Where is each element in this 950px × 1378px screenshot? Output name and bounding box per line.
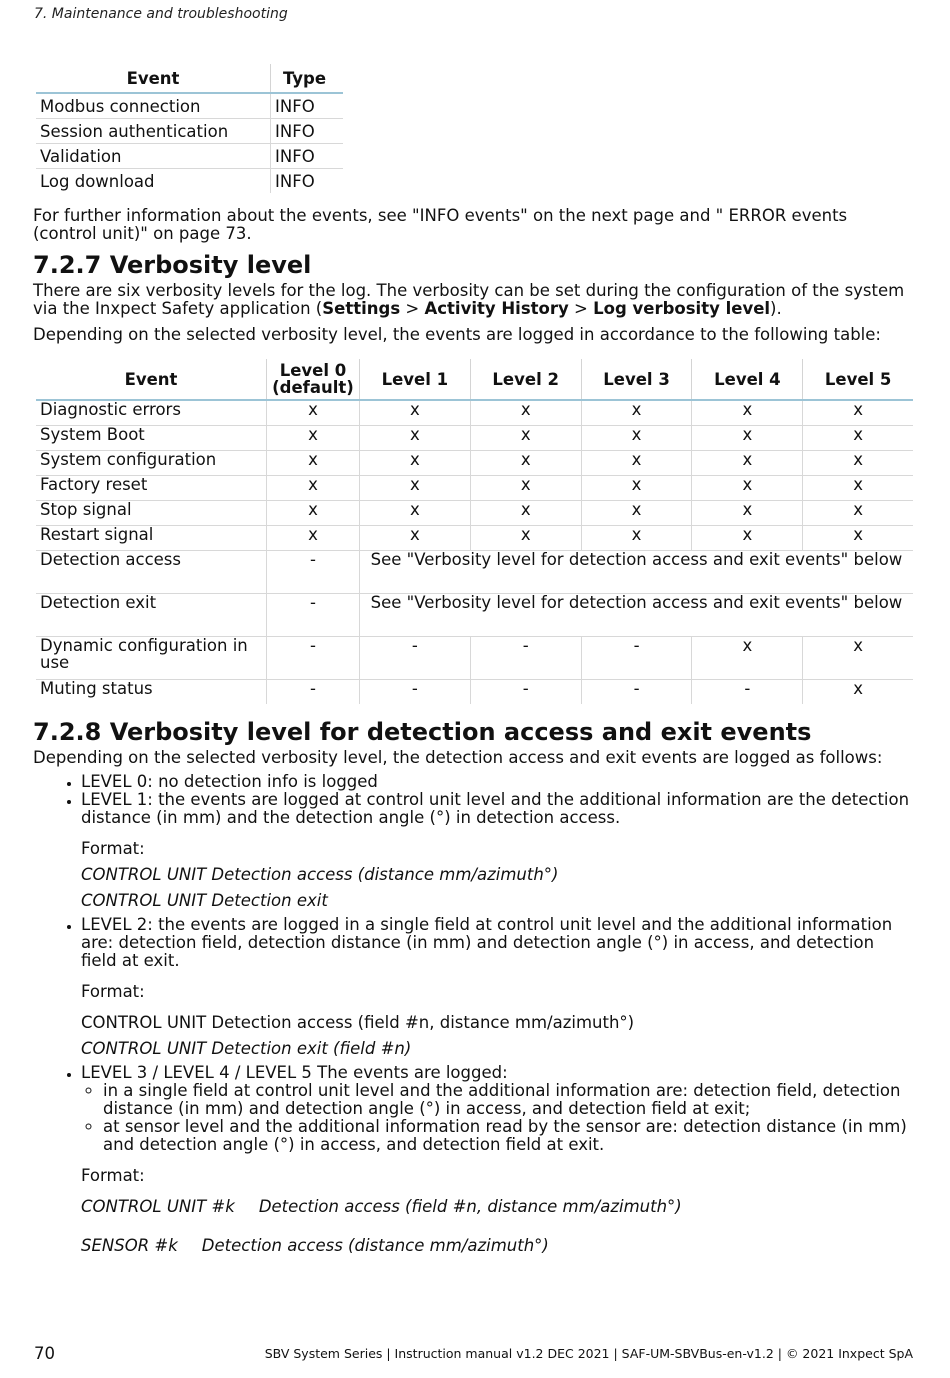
list-item-level-3-5 xyxy=(81,1064,913,1154)
level-cell: x xyxy=(470,451,581,476)
list-item-level-0: • LEVEL 0: no detection info is logged xyxy=(81,773,913,791)
footer-text: SBV System Series | Instruction manual v1.2 DEC 2021 | SAF-UM-SBVBus-en-v1.2 | © 2021 Inxpect SpA xyxy=(264,1346,913,1361)
section-728-intro: Depending on the selected verbosity level, the detection access and exit events are logged as follows: xyxy=(33,748,883,767)
page-number: 70 xyxy=(34,1344,55,1363)
table-row xyxy=(36,119,343,144)
control-unit-format: Detection access (field #n, distance mm/azimuth°) xyxy=(258,1197,682,1216)
level-cell: x xyxy=(692,501,803,526)
column-header-type: Type xyxy=(271,64,344,93)
intro-end: ). xyxy=(770,299,782,318)
event-cell: Modbus connection xyxy=(36,93,271,119)
level-cell: - xyxy=(267,594,360,637)
level-cell: x xyxy=(692,526,803,551)
table-row xyxy=(36,400,913,426)
event-cell: System Boot xyxy=(36,426,267,451)
event-cell: Dynamic configuration in use xyxy=(36,637,267,680)
format-label: Format: xyxy=(81,1166,145,1185)
column-header-event: Event xyxy=(36,359,267,400)
level-cell: x xyxy=(803,426,913,451)
type-cell: INFO xyxy=(271,144,344,169)
format-line xyxy=(81,1198,913,1216)
level-cell: x xyxy=(581,400,692,426)
level-cell: x xyxy=(803,680,913,705)
type-cell: INFO xyxy=(271,169,344,194)
level-cell: x xyxy=(359,400,470,426)
path-separator: > xyxy=(568,299,594,318)
path-settings: Settings xyxy=(322,299,401,318)
level-cell: - xyxy=(470,637,581,680)
level-cell: x xyxy=(359,426,470,451)
level-cell: x xyxy=(267,526,360,551)
level-cell: x xyxy=(692,637,803,680)
column-header-level-5: Level 5 xyxy=(803,359,913,400)
level-cell: x xyxy=(470,400,581,426)
level-cell: - xyxy=(692,680,803,705)
format-label: Format: xyxy=(81,839,145,858)
sub-list xyxy=(81,1082,913,1154)
format-line xyxy=(81,1237,913,1255)
level-cell: - xyxy=(267,637,360,680)
sub-list-item: ◦ at sensor level and the additional information read by the sensor are: detection distance (in mm) and detection angle (°) in access, and detection field at exit. xyxy=(103,1118,913,1154)
level-cell: x xyxy=(692,426,803,451)
table-row xyxy=(36,451,913,476)
level-cell: x xyxy=(267,476,360,501)
level-cell: - xyxy=(359,637,470,680)
list-item-level-1: • LEVEL 1: the events are logged at control unit level and the additional information are the detection distance (in mm) and the detection angle (°) in detection access. xyxy=(81,791,913,827)
level-cell: x xyxy=(267,426,360,451)
level-cell: x xyxy=(470,501,581,526)
level-cell: x xyxy=(581,501,692,526)
level-cell: x xyxy=(803,400,913,426)
level-1-format-block xyxy=(33,840,913,910)
level-cell: - xyxy=(581,637,692,680)
level-cell: x xyxy=(267,501,360,526)
verbosity-table xyxy=(36,359,913,704)
level-cell: - xyxy=(267,680,360,705)
verbosity-level-list xyxy=(33,916,913,970)
page-content xyxy=(33,64,913,1255)
level-cell: x xyxy=(267,451,360,476)
level-cell: - xyxy=(470,680,581,705)
event-cell: Factory reset xyxy=(36,476,267,501)
table-row xyxy=(36,476,913,501)
table-row xyxy=(36,526,913,551)
level-cell: x xyxy=(470,526,581,551)
level-cell: x xyxy=(267,400,360,426)
event-cell: Validation xyxy=(36,144,271,169)
column-header-level-0 xyxy=(267,359,360,400)
level-cell: x xyxy=(581,526,692,551)
level-cell: x xyxy=(470,426,581,451)
type-cell: INFO xyxy=(271,119,344,144)
section-heading-727: 7.2.7 Verbosity level xyxy=(33,251,312,279)
level-0-default-label: (default) xyxy=(272,378,354,397)
section-heading-728: 7.2.8 Verbosity level for detection access and exit events xyxy=(33,718,812,746)
level-0-label: Level 0 xyxy=(279,361,347,380)
table-row xyxy=(36,144,343,169)
sensor-label: SENSOR #k xyxy=(81,1236,178,1255)
list-item-level-2: • LEVEL 2: the events are logged in a single field at control unit level and the additional information are: detection field, detection distance (in mm) and detection angle (°) in access, and detection field at exit. xyxy=(81,916,913,970)
table-header-row xyxy=(36,359,913,400)
level-cell: x xyxy=(359,501,470,526)
further-info-paragraph: For further information about the events, see "INFO events" on the next page and " ERROR events (control unit)" on page 73. xyxy=(33,206,848,243)
level-cell: x xyxy=(803,476,913,501)
event-cell: Log download xyxy=(40,171,155,191)
level-cell: x xyxy=(581,476,692,501)
level-cell: - xyxy=(359,680,470,705)
format-line: CONTROL UNIT Detection access (field #n, distance mm/azimuth°) xyxy=(81,1013,635,1032)
intro-text: There are six verbosity levels for the log. The verbosity can be set during the configuration of the system via the Inxpect Safety application ( xyxy=(33,281,905,318)
verbosity-level-list xyxy=(33,1064,913,1154)
level-cell: x xyxy=(692,451,803,476)
level-cell: - xyxy=(581,680,692,705)
event-cell: Session authentication xyxy=(36,119,271,144)
level-cell: - xyxy=(267,551,360,594)
running-head: 7. Maintenance and troubleshooting xyxy=(34,6,288,22)
event-cell: Muting status xyxy=(40,679,153,698)
level-cell: x xyxy=(359,526,470,551)
level-cell: x xyxy=(803,451,913,476)
level-3-5-text: LEVEL 3 / LEVEL 4 / LEVEL 5 The events are logged: xyxy=(81,1063,508,1082)
level-cell: x xyxy=(581,451,692,476)
column-header-level-4: Level 4 xyxy=(692,359,803,400)
column-header-level-2: Level 2 xyxy=(470,359,581,400)
table-row xyxy=(36,169,343,194)
level-cell: x xyxy=(470,476,581,501)
format-label: Format: xyxy=(81,982,145,1001)
format-line: CONTROL UNIT Detection exit xyxy=(81,891,328,910)
verbosity-level-list xyxy=(33,773,913,827)
sensor-format: Detection access (distance mm/azimuth°) xyxy=(201,1236,549,1255)
path-separator: > xyxy=(400,299,425,318)
table-row xyxy=(36,426,913,451)
column-header-event: Event xyxy=(36,64,271,93)
table-row xyxy=(36,594,913,637)
column-header-level-3: Level 3 xyxy=(581,359,692,400)
depending-paragraph: Depending on the selected verbosity level, the events are logged in accordance to the following table: xyxy=(33,325,881,344)
see-below-cell: See "Verbosity level for detection access and exit events" below xyxy=(359,594,913,637)
level-cell: x xyxy=(692,400,803,426)
level-cell: x xyxy=(803,501,913,526)
table-row xyxy=(36,551,913,594)
level-cell: x xyxy=(359,476,470,501)
level-cell: x xyxy=(803,526,913,551)
level-cell: x xyxy=(803,637,913,680)
event-cell: Detection access xyxy=(36,551,267,594)
path-activity-history: Activity History xyxy=(424,299,569,318)
control-unit-label: CONTROL UNIT #k xyxy=(81,1197,235,1216)
table-row xyxy=(36,93,343,119)
event-cell: Detection exit xyxy=(36,594,267,637)
table-row xyxy=(36,680,913,705)
level-2-format-block xyxy=(33,983,913,1058)
path-log-verbosity-level: Log verbosity level xyxy=(593,299,771,318)
level-cell: x xyxy=(692,476,803,501)
see-below-cell: See "Verbosity level for detection access and exit events" below xyxy=(359,551,913,594)
format-line: CONTROL UNIT Detection access (distance mm/azimuth°) xyxy=(81,865,559,884)
column-header-level-1: Level 1 xyxy=(359,359,470,400)
level-cell: x xyxy=(581,426,692,451)
sub-list-item: ◦ in a single field at control unit level and the additional information are: detection field, detection distance (in mm) and detection angle (°) in access, and detection field at exit; xyxy=(103,1082,913,1118)
level-cell: x xyxy=(359,451,470,476)
type-cell: INFO xyxy=(271,93,344,119)
table-row xyxy=(36,637,913,680)
verbosity-intro-paragraph xyxy=(33,282,913,318)
event-cell: Diagnostic errors xyxy=(36,400,267,426)
table-header-row xyxy=(36,64,343,93)
event-cell: System configuration xyxy=(36,451,267,476)
event-type-table xyxy=(36,64,343,193)
event-cell: Stop signal xyxy=(36,501,267,526)
format-line: CONTROL UNIT Detection exit (field #n) xyxy=(81,1039,412,1058)
event-cell: Restart signal xyxy=(36,526,267,551)
table-row xyxy=(36,501,913,526)
level-3-5-format-block xyxy=(33,1167,913,1255)
